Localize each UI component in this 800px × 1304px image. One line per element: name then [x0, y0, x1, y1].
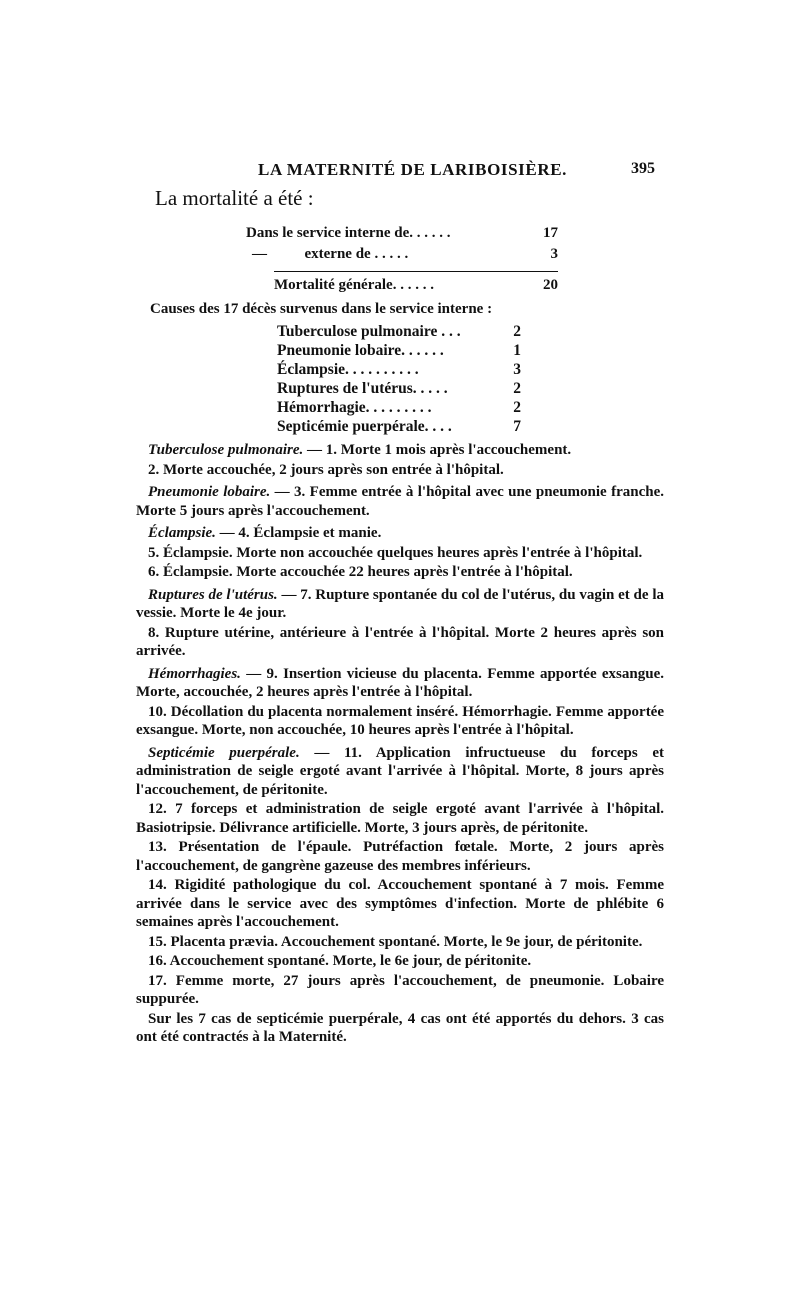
- cause-label: Tuberculose pulmonaire . . .: [277, 323, 461, 340]
- cause-count: 2: [513, 380, 521, 397]
- stat-label: Dans le service interne de. . . . . .: [246, 225, 451, 241]
- stat-label: — externe de . . . . .: [252, 246, 409, 262]
- stat-value: 17: [543, 225, 558, 241]
- case-text: 5. Éclampsie. Morte non accouchée quelques heures après l'entrée à l'hôpital.: [148, 544, 643, 561]
- causes-list: [277, 322, 521, 436]
- cause-label: Éclampsie. . . . . . . . . .: [277, 361, 419, 378]
- stat-total-row: [274, 271, 558, 296]
- running-title: LA MATERNITÉ DE LARIBOISIÈRE.: [258, 160, 567, 179]
- mortality-intro: La mortalité a été :: [155, 186, 314, 210]
- case-text: 2. Morte accouchée, 2 jours après son entrée à l'hôpital.: [148, 461, 504, 478]
- case-text: Sur les 7 cas de septicémie puerpérale, 4 cas ont été apportés du dehors. 3 cas ont été contractés à la Maternité.: [136, 1010, 664, 1045]
- case-paragraph: [136, 800, 664, 837]
- case-text: 17. Femme morte, 27 jours après l'accouchement, de pneumonie. Lobaire suppurée.: [136, 972, 664, 1007]
- cause-count: 2: [513, 399, 521, 416]
- case-paragraph: [136, 461, 664, 480]
- stat-row: [246, 223, 558, 244]
- section-heading: Tuberculose pulmonaire.: [148, 442, 304, 458]
- case-text: 14. Rigidité pathologique du col. Accouchement spontané à 7 mois. Femme arrivée dans le service avec des symptômes d'infection. Morte de phlébite 6 semaines après l'accouchement.: [136, 877, 664, 930]
- case-paragraph: [136, 586, 664, 623]
- case-paragraph: [136, 441, 664, 460]
- case-text: 15. Placenta prævia. Accouchement spontané. Morte, le 9e jour, de péritonite.: [148, 933, 643, 950]
- case-paragraph: [136, 952, 664, 971]
- case-paragraph: [136, 1010, 664, 1047]
- cause-row: [277, 398, 521, 417]
- case-descriptions: [136, 441, 664, 1048]
- section-heading: Septicémie puerpérale.: [148, 744, 300, 761]
- section-heading: Hémorrhagies.: [148, 665, 241, 682]
- causes-intro: Causes des 17 décès survenus dans le service interne :: [150, 301, 493, 317]
- mortality-stats: [246, 223, 558, 296]
- case-text: — 11. Application infructueuse du forceps et administration de seigle ergoté avant l'arrivée à l'hôpital. Morte, 8 jours après l'accouchement, de péritonite.: [136, 744, 664, 798]
- section-heading: Pneumonie lobaire.: [148, 484, 271, 500]
- case-paragraph: [136, 665, 664, 702]
- stat-total-label: Mortalité générale. . . . . .: [274, 277, 434, 293]
- cause-row: [277, 322, 521, 341]
- case-text: 13. Présentation de l'épaule. Putréfaction fœtale. Morte, 2 jours après l'accouchement, de gangrène gazeuse des membres inférieurs.: [136, 839, 664, 874]
- case-text: — 7. Rupture spontanée du col de l'utérus, du vagin et de la vessie. Morte le 4e jour.: [136, 586, 664, 621]
- case-paragraph: [136, 933, 664, 952]
- cause-row: [277, 341, 521, 360]
- case-text: — 9. Insertion vicieuse du placenta. Femme apportée exsangue. Morte, accouchée, 2 heures après l'entrée à l'hôpital.: [136, 665, 664, 700]
- stat-total-value: 20: [543, 277, 558, 293]
- cause-row: [277, 379, 521, 398]
- case-paragraph: [136, 972, 664, 1009]
- case-paragraph: [136, 524, 664, 543]
- cause-label: Septicémie puerpérale. . . .: [277, 418, 452, 435]
- case-paragraph: [136, 563, 664, 582]
- case-paragraph: [136, 624, 664, 661]
- stat-row: [246, 244, 558, 265]
- section-heading: Éclampsie.: [148, 525, 216, 541]
- cause-row: [277, 417, 521, 436]
- cause-label: Pneumonie lobaire. . . . . .: [277, 342, 444, 359]
- case-text: — 3. Femme entrée à l'hôpital avec une pneumonie franche. Morte 5 jours après l'accouchement.: [136, 484, 664, 519]
- case-paragraph: [136, 544, 664, 563]
- cause-label: Ruptures de l'utérus. . . . .: [277, 380, 448, 397]
- page-header: [0, 160, 800, 184]
- case-text: 10. Décollation du placenta normalement inséré. Hémorrhagie. Femme apportée exsangue. Morte, non accouchée, 10 heures après l'entrée à l'hôpital.: [136, 703, 664, 738]
- case-text: 12. 7 forceps et administration de seigle ergoté avant l'arrivée à l'hôpital. Basiotripsie. Délivrance artificielle. Morte, 3 jours après, de péritonite.: [136, 801, 664, 836]
- case-text: — 1. Morte 1 mois après l'accouchement.: [303, 442, 572, 458]
- stat-value: 3: [550, 246, 558, 262]
- case-text: 8. Rupture utérine, antérieure à l'entrée à l'hôpital. Morte 2 heures après son arrivée.: [136, 624, 664, 659]
- page-number: 395: [631, 160, 655, 177]
- case-text: 6. Éclampsie. Morte accouchée 22 heures après l'entrée à l'hôpital.: [148, 564, 573, 580]
- case-paragraph: [136, 876, 664, 932]
- cause-label: Hémorrhagie. . . . . . . . .: [277, 399, 432, 416]
- cause-count: 7: [513, 418, 521, 435]
- cause-count: 1: [513, 342, 521, 359]
- cause-row: [277, 360, 521, 379]
- cause-count: 2: [513, 323, 521, 340]
- section-heading: Ruptures de l'utérus.: [148, 586, 278, 603]
- case-text: 16. Accouchement spontané. Morte, le 6e jour, de péritonite.: [148, 953, 532, 969]
- case-paragraph: [136, 838, 664, 875]
- case-paragraph: [136, 703, 664, 740]
- cause-count: 3: [513, 361, 521, 378]
- case-paragraph: [136, 483, 664, 520]
- case-text: — 4. Éclampsie et manie.: [215, 525, 382, 541]
- case-paragraph: [136, 744, 664, 800]
